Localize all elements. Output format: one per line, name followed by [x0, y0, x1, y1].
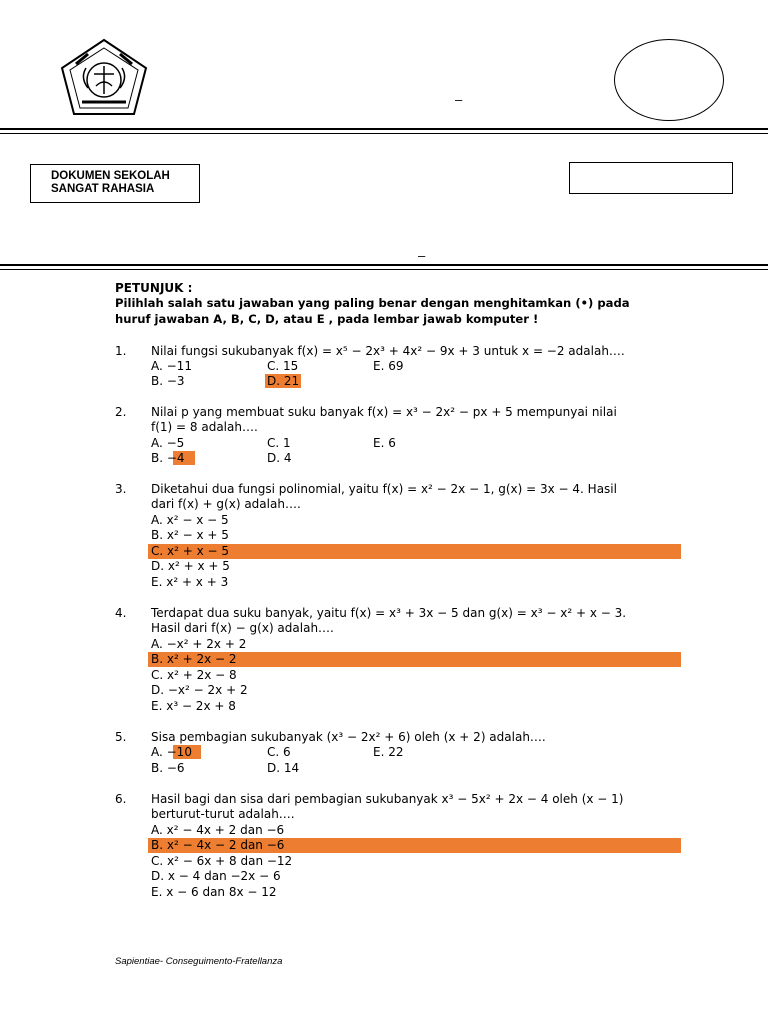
header-dash: – [455, 92, 463, 107]
doc-label-line2: SANGAT RAHASIA [51, 183, 155, 195]
instructions-line1: Pilihlah salah satu jawaban yang paling benar dengan menghitamkan (•) pada [115, 296, 630, 310]
header-dash-2: – [418, 248, 426, 263]
question-text-line2: dari f(x) + g(x) adalah…. [151, 497, 301, 511]
instructions-line2: huruf jawaban A, B, C, D, atau E , pada lembar jawab komputer ! [115, 312, 539, 326]
option-d: D. 14 [267, 761, 300, 775]
doc-label-line1: DOKUMEN SEKOLAH [51, 170, 170, 182]
option-d: D. −x² − 2x + 2 [151, 683, 248, 697]
option-a: A. −10 [151, 745, 192, 759]
section-divider-thin [0, 269, 768, 270]
option-e: E. x − 6 dan 8x − 12 [151, 885, 277, 899]
option-e: E. x² + x + 3 [151, 575, 229, 589]
option-b: B. x² − 4x − 2 dan −6 [151, 838, 285, 852]
option-e: E. x³ − 2x + 8 [151, 699, 236, 713]
question-number: 5. [115, 730, 127, 744]
option-b: B. −3 [151, 374, 185, 388]
question-text: Diketahui dua fungsi polinomial, yaitu f(x) = x² − 2x − 1, g(x) = 3x − 4. Hasil [151, 482, 617, 496]
option-a: A. −5 [151, 436, 185, 450]
option-c: C. x² + 2x − 8 [151, 668, 237, 682]
section-divider [0, 264, 768, 266]
header-divider-thin [0, 133, 768, 134]
question-number: 3. [115, 482, 127, 496]
school-seal-logo [58, 38, 150, 118]
question-text: Sisa pembagian sukubanyak (x³ − 2x² + 6) oleh (x + 2) adalah…. [151, 730, 546, 744]
option-a: A. x² − 4x + 2 dan −6 [151, 823, 285, 837]
option-e: E. 6 [373, 436, 396, 450]
header-divider [0, 128, 768, 130]
option-e: E. 22 [373, 745, 404, 759]
question-number: 6. [115, 792, 127, 806]
option-d: D. x − 4 dan −2x − 6 [151, 869, 281, 883]
option-b: B. −4 [151, 451, 185, 465]
option-d: D. x² + x + 5 [151, 559, 230, 573]
option-b: B. −6 [151, 761, 185, 775]
option-c: C. 6 [267, 745, 291, 759]
question-text-line2: Hasil dari f(x) − g(x) adalah…. [151, 621, 334, 635]
option-d: D. 4 [267, 451, 292, 465]
instructions-title: PETUNJUK : [115, 281, 193, 295]
option-d: D. 21 [267, 374, 300, 388]
footer-motto: Sapientiae- Conseguimento-Fratellanza [115, 956, 283, 967]
question-text-line2: berturut-turut adalah…. [151, 807, 295, 821]
score-oval [614, 39, 724, 121]
option-c: C. x² − 6x + 8 dan −12 [151, 854, 293, 868]
question-number: 2. [115, 405, 127, 419]
option-c: C. x² + x − 5 [151, 544, 230, 558]
question-text: Nilai fungsi sukubanyak f(x) = x⁵ − 2x³ + 4x² − 9x + 3 untuk x = −2 adalah…. [151, 344, 625, 358]
option-b: B. x² − x + 5 [151, 528, 229, 542]
option-a: A. −x² + 2x + 2 [151, 637, 247, 651]
question-number: 4. [115, 606, 127, 620]
question-text: Nilai p yang membuat suku banyak f(x) = x³ − 2x² − px + 5 mempunyai nilai [151, 405, 617, 419]
option-e: E. 69 [373, 359, 404, 373]
option-a: A. −11 [151, 359, 192, 373]
option-c: C. 1 [267, 436, 291, 450]
question-text: Terdapat dua suku banyak, yaitu f(x) = x³ + 3x − 5 dan g(x) = x³ − x² + x − 3. [151, 606, 627, 620]
option-b: B. x² + 2x − 2 [151, 652, 237, 666]
code-box [569, 162, 733, 194]
question-text: Hasil bagi dan sisa dari pembagian sukubanyak x³ − 5x² + 2x − 4 oleh (x − 1) [151, 792, 624, 806]
question-number: 1. [115, 344, 127, 358]
option-c: C. 15 [267, 359, 299, 373]
option-a: A. x² − x − 5 [151, 513, 229, 527]
document-classification-box [30, 164, 200, 203]
question-text-line2: f(1) = 8 adalah…. [151, 420, 258, 434]
